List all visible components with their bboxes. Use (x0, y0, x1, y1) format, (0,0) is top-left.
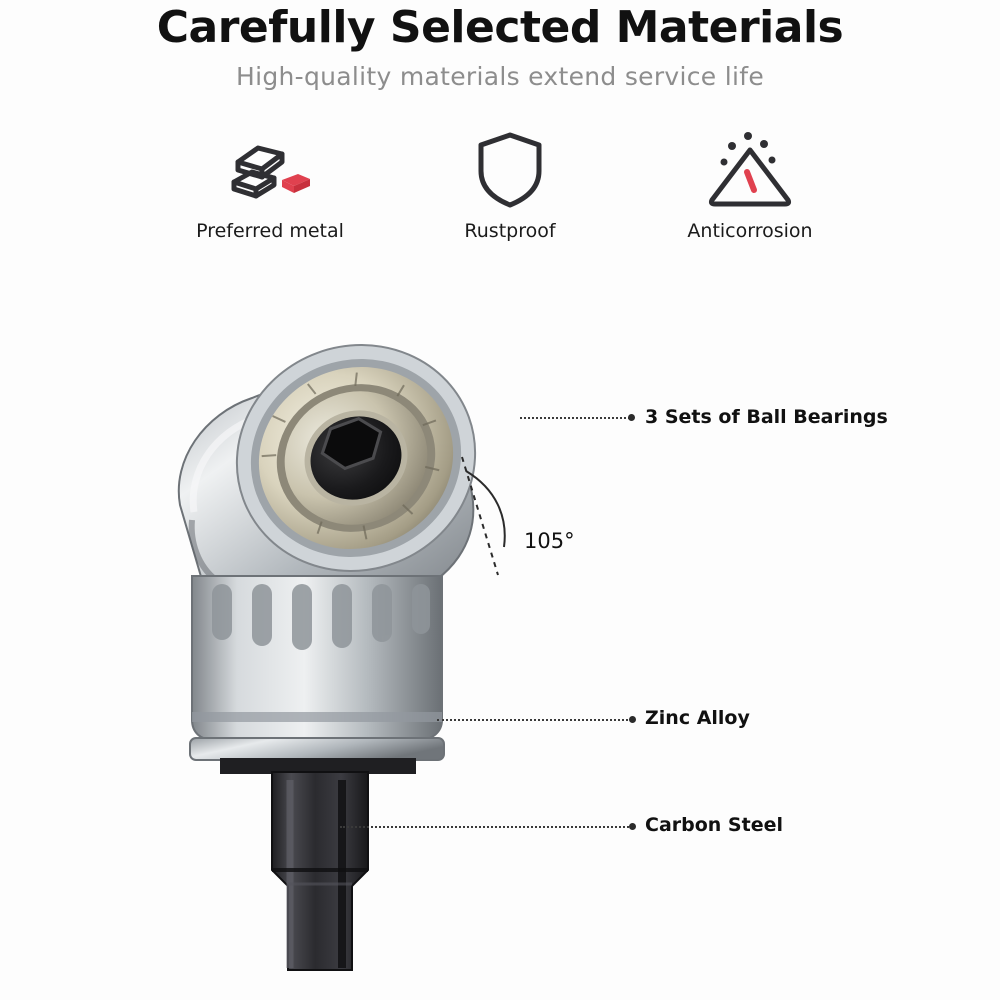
feature-label: Rustproof (464, 220, 556, 242)
feature-label: Preferred metal (196, 220, 344, 242)
callout-ball-bearings: 3 Sets of Ball Bearings (645, 406, 888, 428)
callout-zinc-alloy: Zinc Alloy (645, 707, 750, 729)
product-image-angle-drill-adapter (120, 280, 540, 990)
leader-line-zinc-alloy (437, 719, 632, 721)
adapter-collar (190, 738, 444, 774)
metal-blocks-icon (224, 130, 316, 210)
feature-item-anticorrosion (630, 130, 870, 242)
shield-icon (473, 130, 547, 210)
feature-item-preferred-metal (150, 130, 390, 242)
feature-label: Anticorrosion (687, 220, 813, 242)
adapter-barrel (192, 576, 442, 740)
feature-list (150, 130, 870, 242)
angle-label: 105° (524, 529, 575, 553)
anticorrosion-flask-icon (702, 130, 798, 210)
leader-line-ball-bearings (520, 417, 630, 419)
leader-dot-ball-bearings (628, 414, 635, 421)
page-subtitle: High-quality materials extend service life (235, 62, 765, 91)
feature-item-rustproof (390, 130, 630, 242)
angle-arc-indicator (452, 455, 572, 585)
leader-dot-carbon-steel (629, 823, 636, 830)
leader-dot-zinc-alloy (629, 716, 636, 723)
callout-carbon-steel: Carbon Steel (645, 814, 783, 836)
page-title: Carefully Selected Materials (156, 2, 844, 53)
hex-shank (272, 772, 368, 970)
leader-line-carbon-steel (340, 826, 632, 828)
